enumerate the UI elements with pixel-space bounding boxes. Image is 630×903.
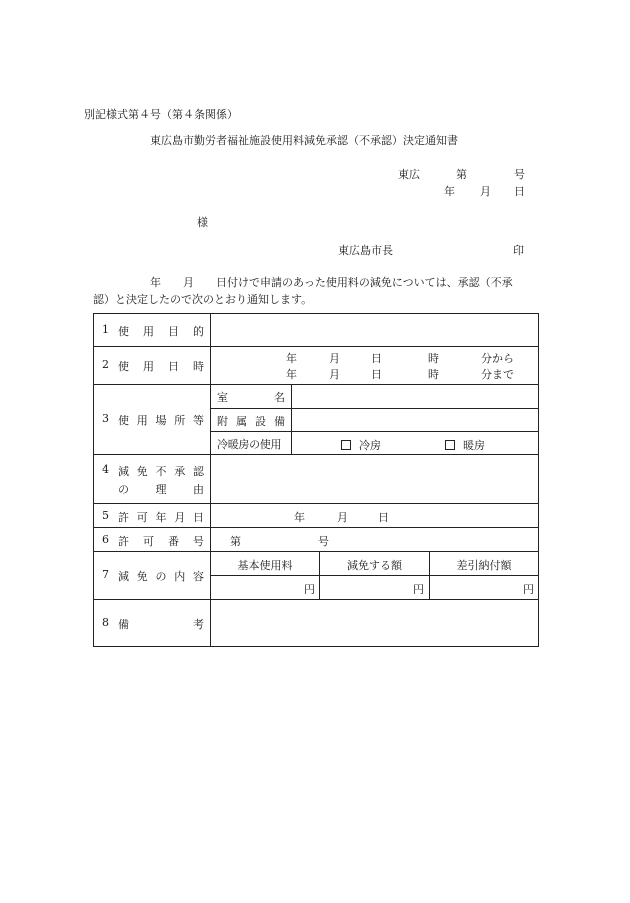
row-permit-date [94,503,538,527]
notice-form-table [93,313,539,647]
start-year: 年 [286,352,297,365]
col-basic-fee: 基本使用料 [237,559,293,572]
reduction-field [211,552,538,599]
end-hour: 時 [428,368,439,381]
issue-day: 日 [514,185,525,198]
end-year: 年 [286,368,297,381]
row-number: 2 [102,358,109,371]
start-hour: 時 [428,352,439,365]
permit-date-field[interactable] [211,504,538,527]
cooling-checkbox[interactable] [341,440,351,450]
permit-go: 号 [318,535,329,548]
equipment-input[interactable] [292,409,538,432]
permit-dai: 第 [230,535,241,548]
cooling-label: 冷房 [359,439,381,452]
row-label [94,455,211,503]
row-label-text: 減免不承認 [118,465,204,478]
row-reason [94,454,538,503]
room-subrow [211,385,538,408]
row-number: 6 [102,533,109,546]
reduction-amount-yen[interactable]: 円 [413,583,424,596]
form-number-label: 別記様式第４号（第４条関係） [84,108,238,121]
row-label-text: 備考 [118,618,204,631]
permit-month: 月 [337,511,348,524]
issuer-seal: 印 [513,244,524,257]
row-label-text: 許可番号 [118,535,204,548]
row-label-text: 減免の内容 [118,570,204,583]
issue-month: 月 [480,185,491,198]
start-month: 月 [329,352,340,365]
row-number: 1 [102,323,109,336]
row-reduction [94,551,538,599]
row-label-text: 許可年月日 [118,511,204,524]
notice-paragraph [93,274,548,308]
equipment-label: 附属設備 [211,409,292,432]
row-number: 4 [102,463,109,476]
end-minute: 分まで [481,368,514,381]
row-label [94,314,211,346]
net-payment-yen[interactable]: 円 [523,583,534,596]
reference-prefix: 東広 [398,168,420,181]
row-label-text: 使用日時 [118,360,204,373]
datetime-field[interactable] [211,347,538,384]
heating-option[interactable] [445,437,485,453]
addressee-honorific: 様 [197,216,208,229]
place-field [211,385,538,454]
equipment-subrow [211,408,538,432]
col-reduction-amount: 減免する額 [347,559,402,572]
heating-checkbox[interactable] [445,440,455,450]
permit-number-field[interactable] [211,528,538,551]
row-place [94,384,538,454]
permit-year: 年 [294,511,305,524]
reason-field[interactable] [211,455,538,503]
row-number: 8 [102,616,109,629]
row-label [94,504,211,527]
notice-line-2: 認）と決定したので次のとおり通知します。 [93,293,313,306]
issuer-name: 東広島市長 [338,244,393,257]
row-datetime [94,346,538,384]
reference-go: 号 [514,168,525,181]
issue-year: 年 [444,185,455,198]
row-label [94,385,211,454]
reference-dai: 第 [456,168,467,181]
cooling-option[interactable] [341,437,381,453]
start-day: 日 [371,352,382,365]
notice-line-1: 年 月 日付けで申請のあった使用料の減免については、承認（不承 [150,276,513,289]
reduction-header [211,552,538,575]
row-label [94,552,211,599]
row-purpose [94,314,538,346]
row-label [94,600,211,646]
row-label [94,347,211,384]
row-number: 5 [102,509,109,522]
row-permit-number [94,527,538,551]
row-number: 7 [102,568,109,581]
room-label: 室名 [211,385,292,408]
reduction-values [211,575,538,600]
room-input[interactable] [292,385,538,408]
col-net-payment: 差引納付額 [456,559,512,572]
column-divider [319,552,320,599]
row-label-text: 使用場所等 [118,414,204,427]
aircon-subrow [211,431,538,455]
heating-label: 暖房 [463,439,485,452]
start-minute: 分から [481,352,514,365]
permit-day: 日 [378,511,389,524]
row-label-text: 使用目的 [118,325,204,338]
row-remarks [94,599,538,646]
column-divider [429,552,430,599]
end-day: 日 [371,368,382,381]
remarks-field[interactable] [211,600,538,646]
row-number: 3 [102,412,109,425]
row-label-text-2: の理由 [118,483,204,496]
end-month: 月 [329,368,340,381]
basic-fee-yen[interactable]: 円 [304,583,315,596]
row-label [94,528,211,551]
aircon-label: 冷暖房の使用 [211,432,292,455]
purpose-field[interactable] [211,314,538,346]
document-title: 東広島市勤労者福祉施設使用料減免承認（不承認）決定通知書 [150,134,458,147]
